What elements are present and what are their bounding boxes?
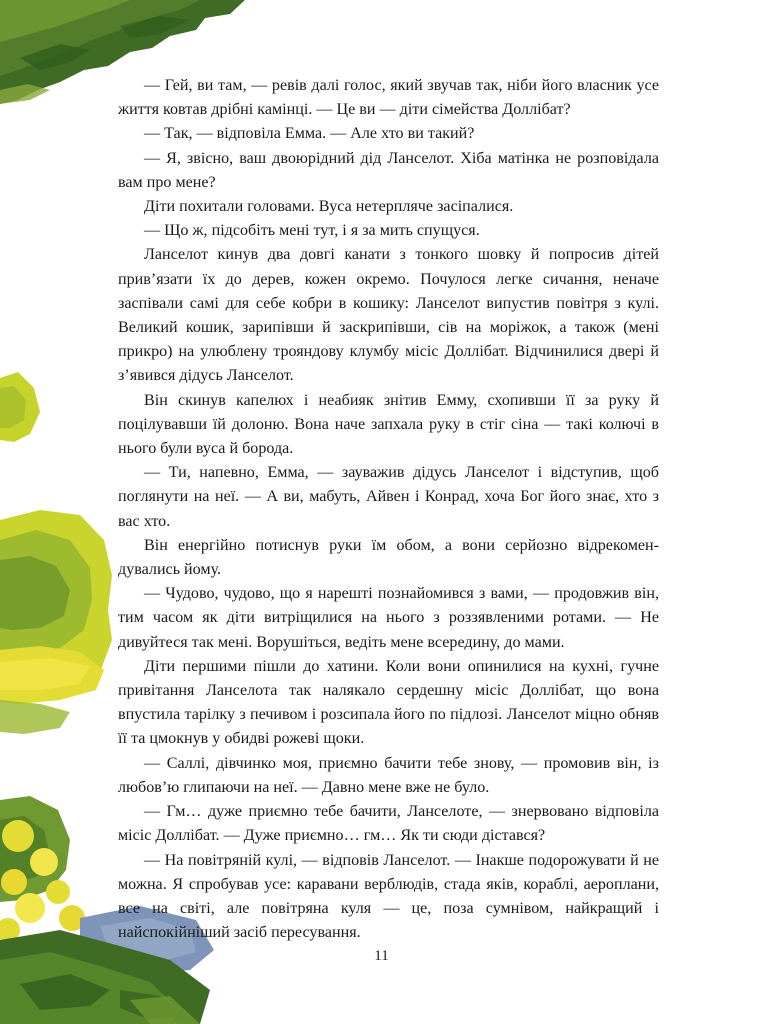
paragraph: Він енергійно потиснув руки їм обом, а вони серйозно відрекомендувались йому. [118, 536, 659, 579]
paragraph: — Що ж, підсобіть мені тут, і я за мить спущуся. [144, 222, 480, 240]
paragraph: — Чудово, чудово, що я нарешті познайомився з вами, — продовжив він, тим часом як діти витріщилися на нього з роззявленими ротами. — Не дивуйтеся так мені. Ворушіться, ведіть мене всередину, до мами. [118, 585, 659, 651]
yellow-green-bush-illustration [0, 372, 112, 734]
paragraph: — Саллі, дівчинко моя, приємно бачити тебе знову, — промовив він, із любов’ю глипаючи на неї. — Давно мене вже не було. [118, 754, 659, 796]
paragraph: Ланселот кинув два довгі канати з тонкого шовку й попросив дітей прив’язати їх до дерев, кожен окремо. Почулося легке сичання, неначе заспівали самі для себе кобри в кошику: Ланселот випустив повітря з кулі. Великий кошик, зарипівши й заскрипівши, сів на моріжок, а також (мені прикро) на улюблену трояндову клумбу місіс Доллібат. Відчинилися двері й з’явився дідусь Ланселот. [118, 246, 659, 385]
page-number: 11 [374, 948, 389, 964]
paragraph: — Гм… дуже приємно тебе бачити, Ланселоте, — знервовано відповіла місіс Доллібат. — Дуже приємно… гм… Як ти сюди дістався? [118, 803, 659, 845]
paragraph: — Гей, ви там, — ревів далі голос, який звучав так, ніби його власник усе життя ковтав дрібні камінці. — Це ви — діти сімейства Доллібат? [118, 77, 659, 119]
body-text [118, 74, 659, 945]
paragraph: Він скинув капелюх і неабияк знітив Емму, схопивши її за руку й поцілувавши їй долоню. Вона наче запхала руку в стіг сіна — такі колючі в нього були вуса й борода. [118, 391, 659, 458]
paragraph: — На повітряній кулі, — відповів Ланселот. — Інакше подорожувати й не можна. Я спробував усе: каравани верблюдів, стада яків, кораблі, аероплани, все на світі, але повітряна куля — це, поза сумнівом, найкращий і найспокійніший засіб пересування. [118, 851, 659, 942]
paragraph: — Я, звісно, ваш двоюрідний дід Ланселот. Хіба матінка не розповідала вам про мене? [118, 149, 659, 191]
paragraph: — Ти, напевно, Емма, — зауважив дідусь Ланселот і відступив, щоб поглянути на неї. — А ви, мабуть, Айвен і Конрад, хоча Бог його знає, хто з вас хто. [118, 464, 659, 530]
paragraph: Діти похитали головами. Вуса нетерпляче засіпалися. [144, 198, 514, 216]
paragraph: — Так, — відповіла Емма. — Але хто ви такий? [144, 125, 475, 143]
paragraph: Діти першими пішли до хатини. Коли вони опинилися на кухні, гучне привітання Ланселота так налякало сердешну місіс Доллібат, що вона впустила тарілку з печивом і розсипала його по підлозі. Ланселот міцно обняв її та цмокнув у обидві рожеві щоки. [118, 657, 659, 748]
